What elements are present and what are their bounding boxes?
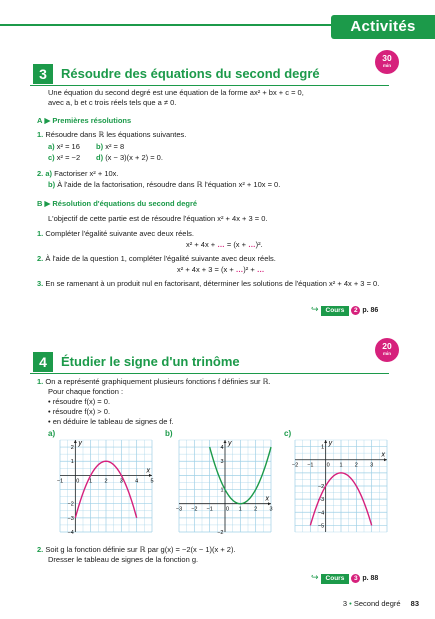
graph-a-y-label: y [78,440,82,447]
graph-c-y-tick: 1 [321,444,325,451]
qb1-eq-mid: = (x + [224,240,249,249]
graph-b-x-tick: −3 [175,506,183,513]
graph-c-x-tick: 3 [370,462,374,469]
graph-b-x-tick: −2 [191,506,198,513]
qb3-line [37,279,379,289]
graph-a-x-tick: 4 [135,478,139,485]
triangle-icon: ▶ [44,199,51,208]
graph-a-x-tick: 2 [104,478,108,485]
graph-c-y-tick: −3 [317,497,325,504]
footer-chapter-title: Second degré [353,599,401,608]
page-number: 83 [410,599,419,608]
q1b-eq: x² = 8 [105,142,125,151]
s4-q1-number: 1. [37,377,44,386]
q1-text: Résoudre dans ℝ les équations suivantes. [45,130,187,139]
q1a-label: a) [48,142,55,151]
graph-b [175,436,275,536]
graph-c-y-tick: −5 [317,523,325,530]
qb3-number: 3. [37,279,44,288]
cours-page: p. 86 [362,307,379,314]
graph-a [56,436,156,536]
cours-number: 3 [351,574,360,583]
s4-q1-text: On a représenté graphiquement plusieurs fonctions f définies sur ℝ. [45,377,271,386]
part-b-intro: L'objectif de cette partie est de résoudre l'équation x² + 4x + 3 = 0. [48,214,268,223]
graph-a-label: a) [48,429,56,438]
graph-a-y-arrow-icon [74,440,77,443]
activites-badge: Activités [331,15,435,39]
part-b-letter: B [37,199,43,208]
graph-b-x-label: x [265,495,269,503]
part-b-heading [37,199,197,209]
q2a-line [37,169,119,179]
q1a [48,142,80,152]
part-a-title: Premières résolutions [52,116,132,125]
timer-value: 20 [382,341,392,351]
q2a-label: a) [45,169,53,178]
q2a-text: Factoriser x² + 10x. [54,169,119,178]
qb2-text: À l'aide de la question 1, compléter l'égalité suivante avec deux réels. [45,254,276,263]
q2b-text: À l'aide de la factorisation, résoudre dans ℝ l'équation x² + 10x = 0. [57,180,281,189]
q2b-label: b) [48,180,56,189]
timer-value: 30 [382,53,392,63]
graph-a-x-label: x [146,467,150,475]
section-4-rule [30,373,389,374]
qb2-eq-mid: )² + [243,265,257,274]
graph-a-x-tick: 3 [119,478,123,485]
intro-line-2: avec a, b et c trois réels tels que a ≠ 0. [48,98,177,107]
s4-q2-line [37,545,236,555]
s4-q1-line-2: Pour chaque fonction : [48,387,124,396]
graph-a-y-tick: −2 [67,501,74,508]
graph-c-x-tick: −2 [291,462,299,469]
cours-label: Cours [321,306,350,316]
graph-b-y-tick: 4 [220,445,224,452]
graph-c-y-tick: −4 [317,510,325,517]
q1-line [37,130,186,140]
graph-c-y-arrow-icon [324,440,327,443]
q1d-label: d) [96,153,104,162]
graph-c-y-label: y [328,440,333,447]
qb1-blank-1: … [217,240,225,249]
s4-q1-line [37,377,271,387]
qb1-number: 1. [37,229,44,238]
qb3-text: En se ramenant à un produit nul en factorisant, déterminer les solutions de l'équation x² + 4x + 3 = 0. [45,279,380,288]
section-title-3: Résoudre des équations du second degré [61,66,320,81]
arrow-right-icon: ↪ [311,572,319,582]
qb1-eq-end: )². [255,240,263,249]
qb1-line [37,229,194,239]
timer-20-icon [375,338,399,362]
graph-c-x-tick: 2 [354,462,358,469]
graph-a-x-tick: 5 [150,478,154,485]
cours-link-section-3[interactable] [311,304,378,314]
section-3-rule [30,85,389,86]
intro-line-1: Une équation du second degré est une équation de la forme ax² + bx + c = 0, [48,88,304,97]
q1c-label: c) [48,153,55,162]
section-number-3: 3 [33,64,53,84]
cours-link-section-4[interactable] [311,572,378,582]
s4-q2-line-2: Dresser le tableau de signes de la fonction g. [48,555,199,564]
section-number-4: 4 [33,352,53,372]
q2b-line [48,180,280,190]
footer-chapter: 3 [342,599,348,608]
s4-q1-bullet-3: • en déduire le tableau de signes de f. [48,417,174,426]
graph-a-x-tick: 0 [76,478,80,485]
graph-b-y-arrow-icon [224,440,227,443]
qb2-blank-1: … [235,265,244,274]
qb1-text: Compléter l'égalité suivante avec deux réels. [45,229,194,238]
s4-q1-bullet-1: • résoudre f(x) = 0. [48,397,111,406]
graph-b-x-tick: 1 [238,506,242,513]
timer-unit: min [382,351,391,356]
qb2-equation [177,265,264,275]
q1d-eq: (x − 3)(x + 2) = 0. [105,153,163,162]
qb1-eq-start: x² + 4x + [186,240,218,249]
cours-number: 2 [351,306,360,315]
arrow-right-icon: ↪ [311,304,319,314]
graph-b-y-tick: 3 [220,459,224,466]
triangle-icon: ▶ [44,116,51,125]
graph-a-x-tick: −1 [56,478,64,485]
q1b [96,142,124,152]
timer-30-icon [375,50,399,74]
graph-b-x-tick: 0 [225,506,230,513]
qb2-line [37,254,276,264]
graph-b-y-label: y [228,440,232,447]
qb1-equation [186,240,263,250]
qb2-blank-2: … [256,265,265,274]
graph-c-label: c) [284,429,292,438]
cours-label: Cours [321,574,350,584]
graph-b-x-tick: 2 [254,506,258,513]
graph-c-x-label: x [381,451,385,459]
timer-unit: min [382,63,391,68]
q1c [48,153,80,163]
qb2-number: 2. [37,254,44,263]
q1c-eq: x² = −2 [56,153,81,162]
s4-q2-text: Soit g la fonction définie sur ℝ par g(x) = −2(x − 1)(x + 2). [45,545,236,554]
q1-number: 1. [37,130,44,139]
graph-a-y-tick: 1 [70,459,74,466]
graph-b-label: b) [165,429,173,438]
cours-page: p. 88 [362,575,379,582]
graph-b-x-tick: 3 [269,506,273,513]
section-title-4: Étudier le signe d'un trinôme [61,354,240,369]
part-a-letter: A [37,116,43,125]
graph-c-x-tick: 0 [326,462,330,469]
graph-a-y-tick: −3 [67,515,74,522]
qb1-blank-2: … [248,240,256,249]
graph-a-y-tick: −4 [67,530,74,536]
q1d [96,153,163,163]
qb2-eq-start: x² + 4x + 3 = (x + [177,265,236,274]
s4-q2-number: 2. [37,545,44,554]
part-a-heading [37,116,131,126]
q1a-eq: x² = 16 [56,142,80,151]
q1b-label: b) [96,142,104,151]
graph-a-x-tick: 1 [89,478,93,485]
graph-c-x-tick: −1 [307,462,314,469]
page-footer [343,599,419,608]
graph-c-x-tick: 1 [339,462,343,469]
part-b-title: Résolution d'équations du second degré [52,199,198,208]
graph-b-y-tick: 1 [220,487,224,494]
s4-q1-bullet-2: • résoudre f(x) > 0. [48,407,111,416]
graph-b-y-tick: −2 [217,530,224,536]
q2-number: 2. [37,169,44,178]
graph-a-y-tick: 2 [70,445,74,452]
footer-separator: • [349,599,352,608]
graph-b-x-tick: −1 [206,506,213,513]
graph-c [291,436,391,536]
graph-c-y-tick: −2 [317,484,325,490]
